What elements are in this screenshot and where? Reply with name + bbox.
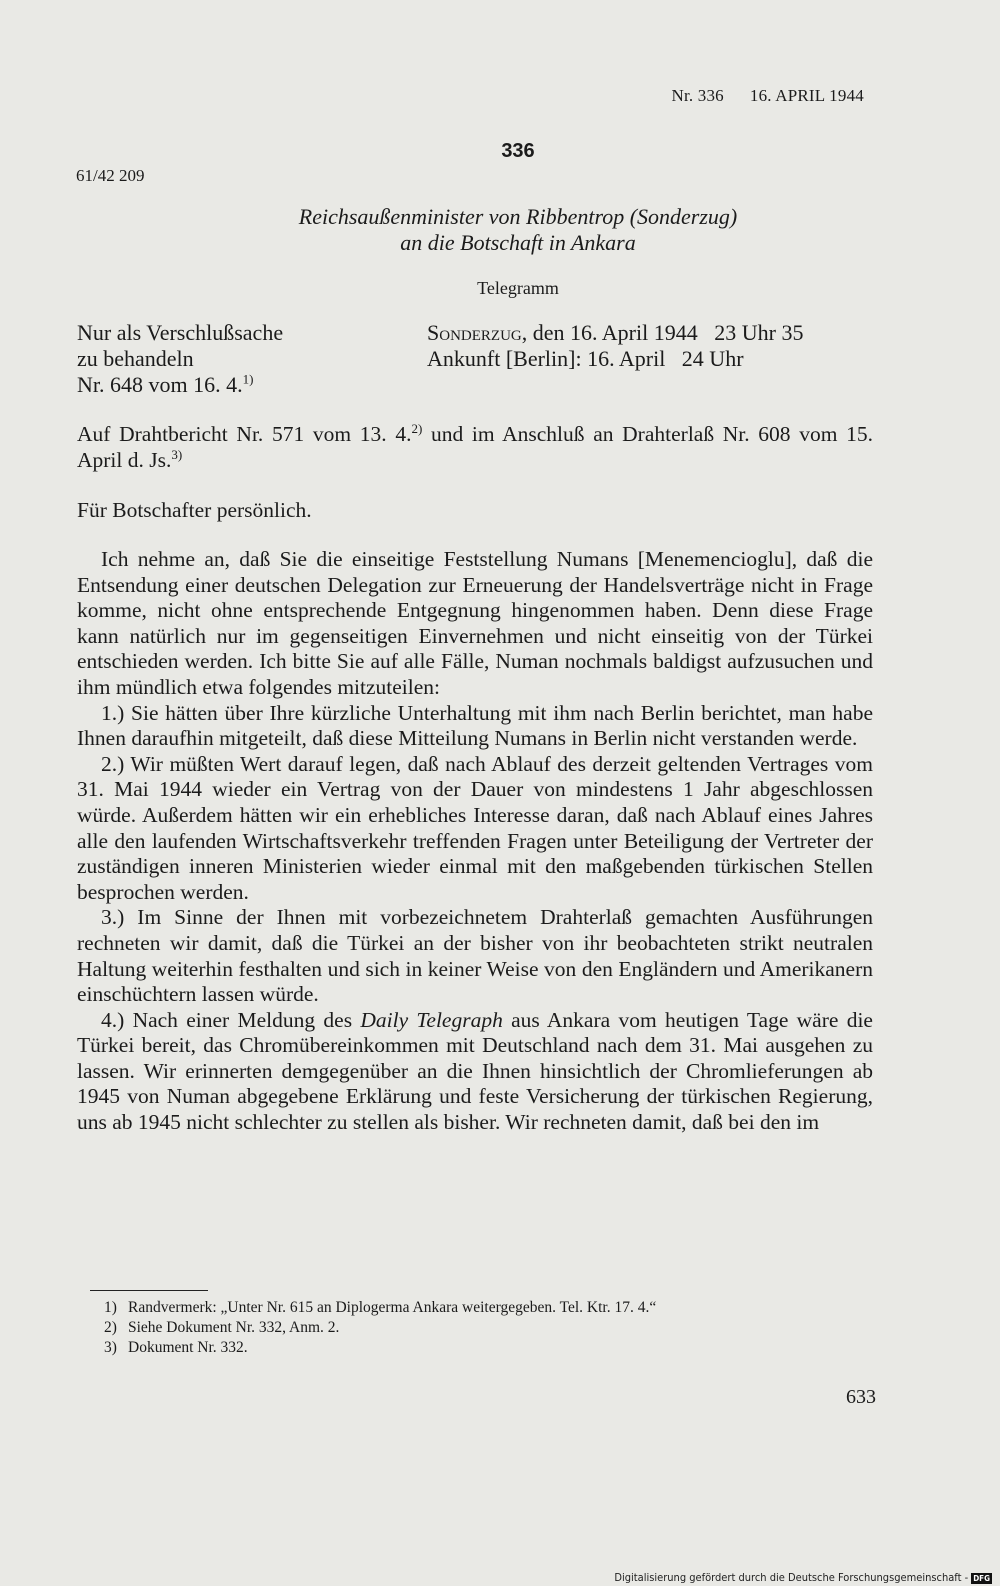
reference-text-1: Auf Drahtbericht Nr. 571 vom 13. 4. — [77, 422, 412, 446]
dispatch-block — [427, 320, 803, 372]
point-4-pre: 4.) Nach einer Meldung des — [101, 1007, 361, 1032]
footnote-1-text: Randvermerk: „Unter Nr. 615 an Diplogerma Ankara weitergegeben. Tel. Ktr. 17. 4.“ — [128, 1299, 657, 1316]
footnote-ref-1: 1) — [242, 371, 254, 387]
point-2: 2.) Wir müßten Wert darauf legen, daß nach Ablauf des derzeit geltenden Vertrages vom 31. Mai 1944 wieder ein Vertrag von der Dauer von mindestens 1 Jahr abgeschlossen würde. Außerdem hätten wir ein erhebliches Interesse daran, daß nach Ablauf eines Jahres alle den laufenden Wirtschaftsverkehr treffenden Fragen unter Beteiligung der Vertreter der zuständigen inneren Ministerien wieder einmal mit den maßgebenden türkischen Stellen besprochen werden. — [77, 751, 873, 904]
document-number: 336 — [501, 140, 535, 162]
classification-line-1: Nur als Verschlußsache — [77, 320, 284, 345]
dispatch-time: , den 16. April 1944 23 Uhr 35 — [521, 320, 804, 345]
document-type: Telegramm — [477, 278, 559, 298]
reference-text-2: und im Anschluß an Drahterlaß Nr. 608 vom 15. April d. Js. — [77, 422, 874, 472]
classification-line-2: zu behandeln — [77, 346, 194, 371]
header-date: 16. APRIL 1944 — [749, 86, 864, 105]
footnote-2-text: Siehe Dokument Nr. 332, Anm. 2. — [128, 1319, 340, 1336]
dfg-logo: DFG — [973, 1573, 990, 1583]
footnote-ref-3: 3) — [171, 446, 183, 462]
main-text — [77, 547, 873, 1136]
reference-paragraph — [77, 422, 873, 473]
point-4-post: aus Ankara vom heutigen Tage wäre die Türkei bereit, das Chromübereinkommen mit Deutschland nach dem 31. Mai ausgehen zu lassen. Wir erinnerten demgegenüber an die Ihnen hinsichtlich der Chromlieferungen ab 1945 von Numan abgegebene Erklärung und feste Versicherung der türkischen Regierung, uns ab 1945 nicht schlechter zu stellen als bisher. Wir rechneten damit, daß bei den im — [77, 1007, 873, 1135]
point-4 — [77, 1008, 873, 1136]
footnote-1-mark: 1) — [104, 1299, 117, 1316]
header-doc-number: Nr. 336 — [671, 86, 724, 105]
salutation — [77, 498, 873, 524]
page-number: 633 — [846, 1386, 876, 1408]
title-line-2: an die Botschaft in Ankara — [400, 230, 636, 255]
origin-smallcaps: Sonderzug — [427, 320, 522, 345]
footnote-3-text: Dokument Nr. 332. — [128, 1339, 248, 1356]
footnote-3 — [104, 1338, 248, 1358]
intro-paragraph: Ich nehme an, daß Sie die einseitige Feststellung Numans [Menemencioglu], daß die Entsendung einer deutschen Delegation zur Erneuerung der Handelsverträge nicht in Frage komme, nicht ohne entsprechende Entgegnung hingenommen haben. Denn diese Frage kann natürlich nur im gegenseitigen Einvernehmen und nicht einseitig von der Türkei entschieden werden. Ich bitte Sie auf alle Fälle, Numan nochmals baldigst aufzusuchen und ihm mündlich etwa folgendes mitzuteilen: — [77, 547, 873, 699]
footer-text: Digitalisierung gefördert durch die Deutsche Forschungsgemeinschaft - — [614, 1571, 969, 1584]
salutation-text: Für Botschafter persönlich. — [77, 498, 312, 522]
point-3: 3.) Im Sinne der Ihnen mit vorbezeichnetem Drahterlaß gemachten Ausführungen rechneten wir damit, daß die Türkei an der bisher von ihr beobachteten strikt neutralen Haltung weiterhin festhalten und sich in keiner Weise von den Engländern und Amerikanern einschüchtern lassen würde. — [77, 905, 873, 1007]
footnote-3-mark: 3) — [104, 1339, 117, 1356]
title-line-1: Reichsaußenminister von Ribbentrop (Sonderzug) — [298, 204, 738, 229]
dispatch-line — [427, 320, 803, 346]
telegram-number-text: Nr. 648 vom 16. 4. — [77, 372, 243, 397]
archive-reference: 61/42 209 — [76, 166, 145, 185]
arrival-line: Ankunft [Berlin]: 16. April 24 Uhr — [427, 346, 744, 371]
footnote-2-mark: 2) — [104, 1319, 117, 1336]
footnote-ref-2: 2) — [411, 420, 423, 436]
classification-block — [77, 320, 283, 398]
point-1: 1.) Sie hätten über Ihre kürzliche Unterhaltung mit ihm nach Berlin berichtet, man habe Ihnen daraufhin mitgeteilt, daß diese Mitteilung Numans in Berlin nicht verstanden werde. — [77, 700, 873, 751]
newspaper-name: Daily Telegraph — [360, 1007, 503, 1032]
footnote-1 — [104, 1298, 656, 1318]
telegram-number — [77, 372, 283, 398]
footnote-separator — [90, 1290, 208, 1291]
digitization-footer — [614, 1571, 992, 1584]
running-header — [671, 86, 864, 106]
footnote-2 — [104, 1318, 339, 1338]
